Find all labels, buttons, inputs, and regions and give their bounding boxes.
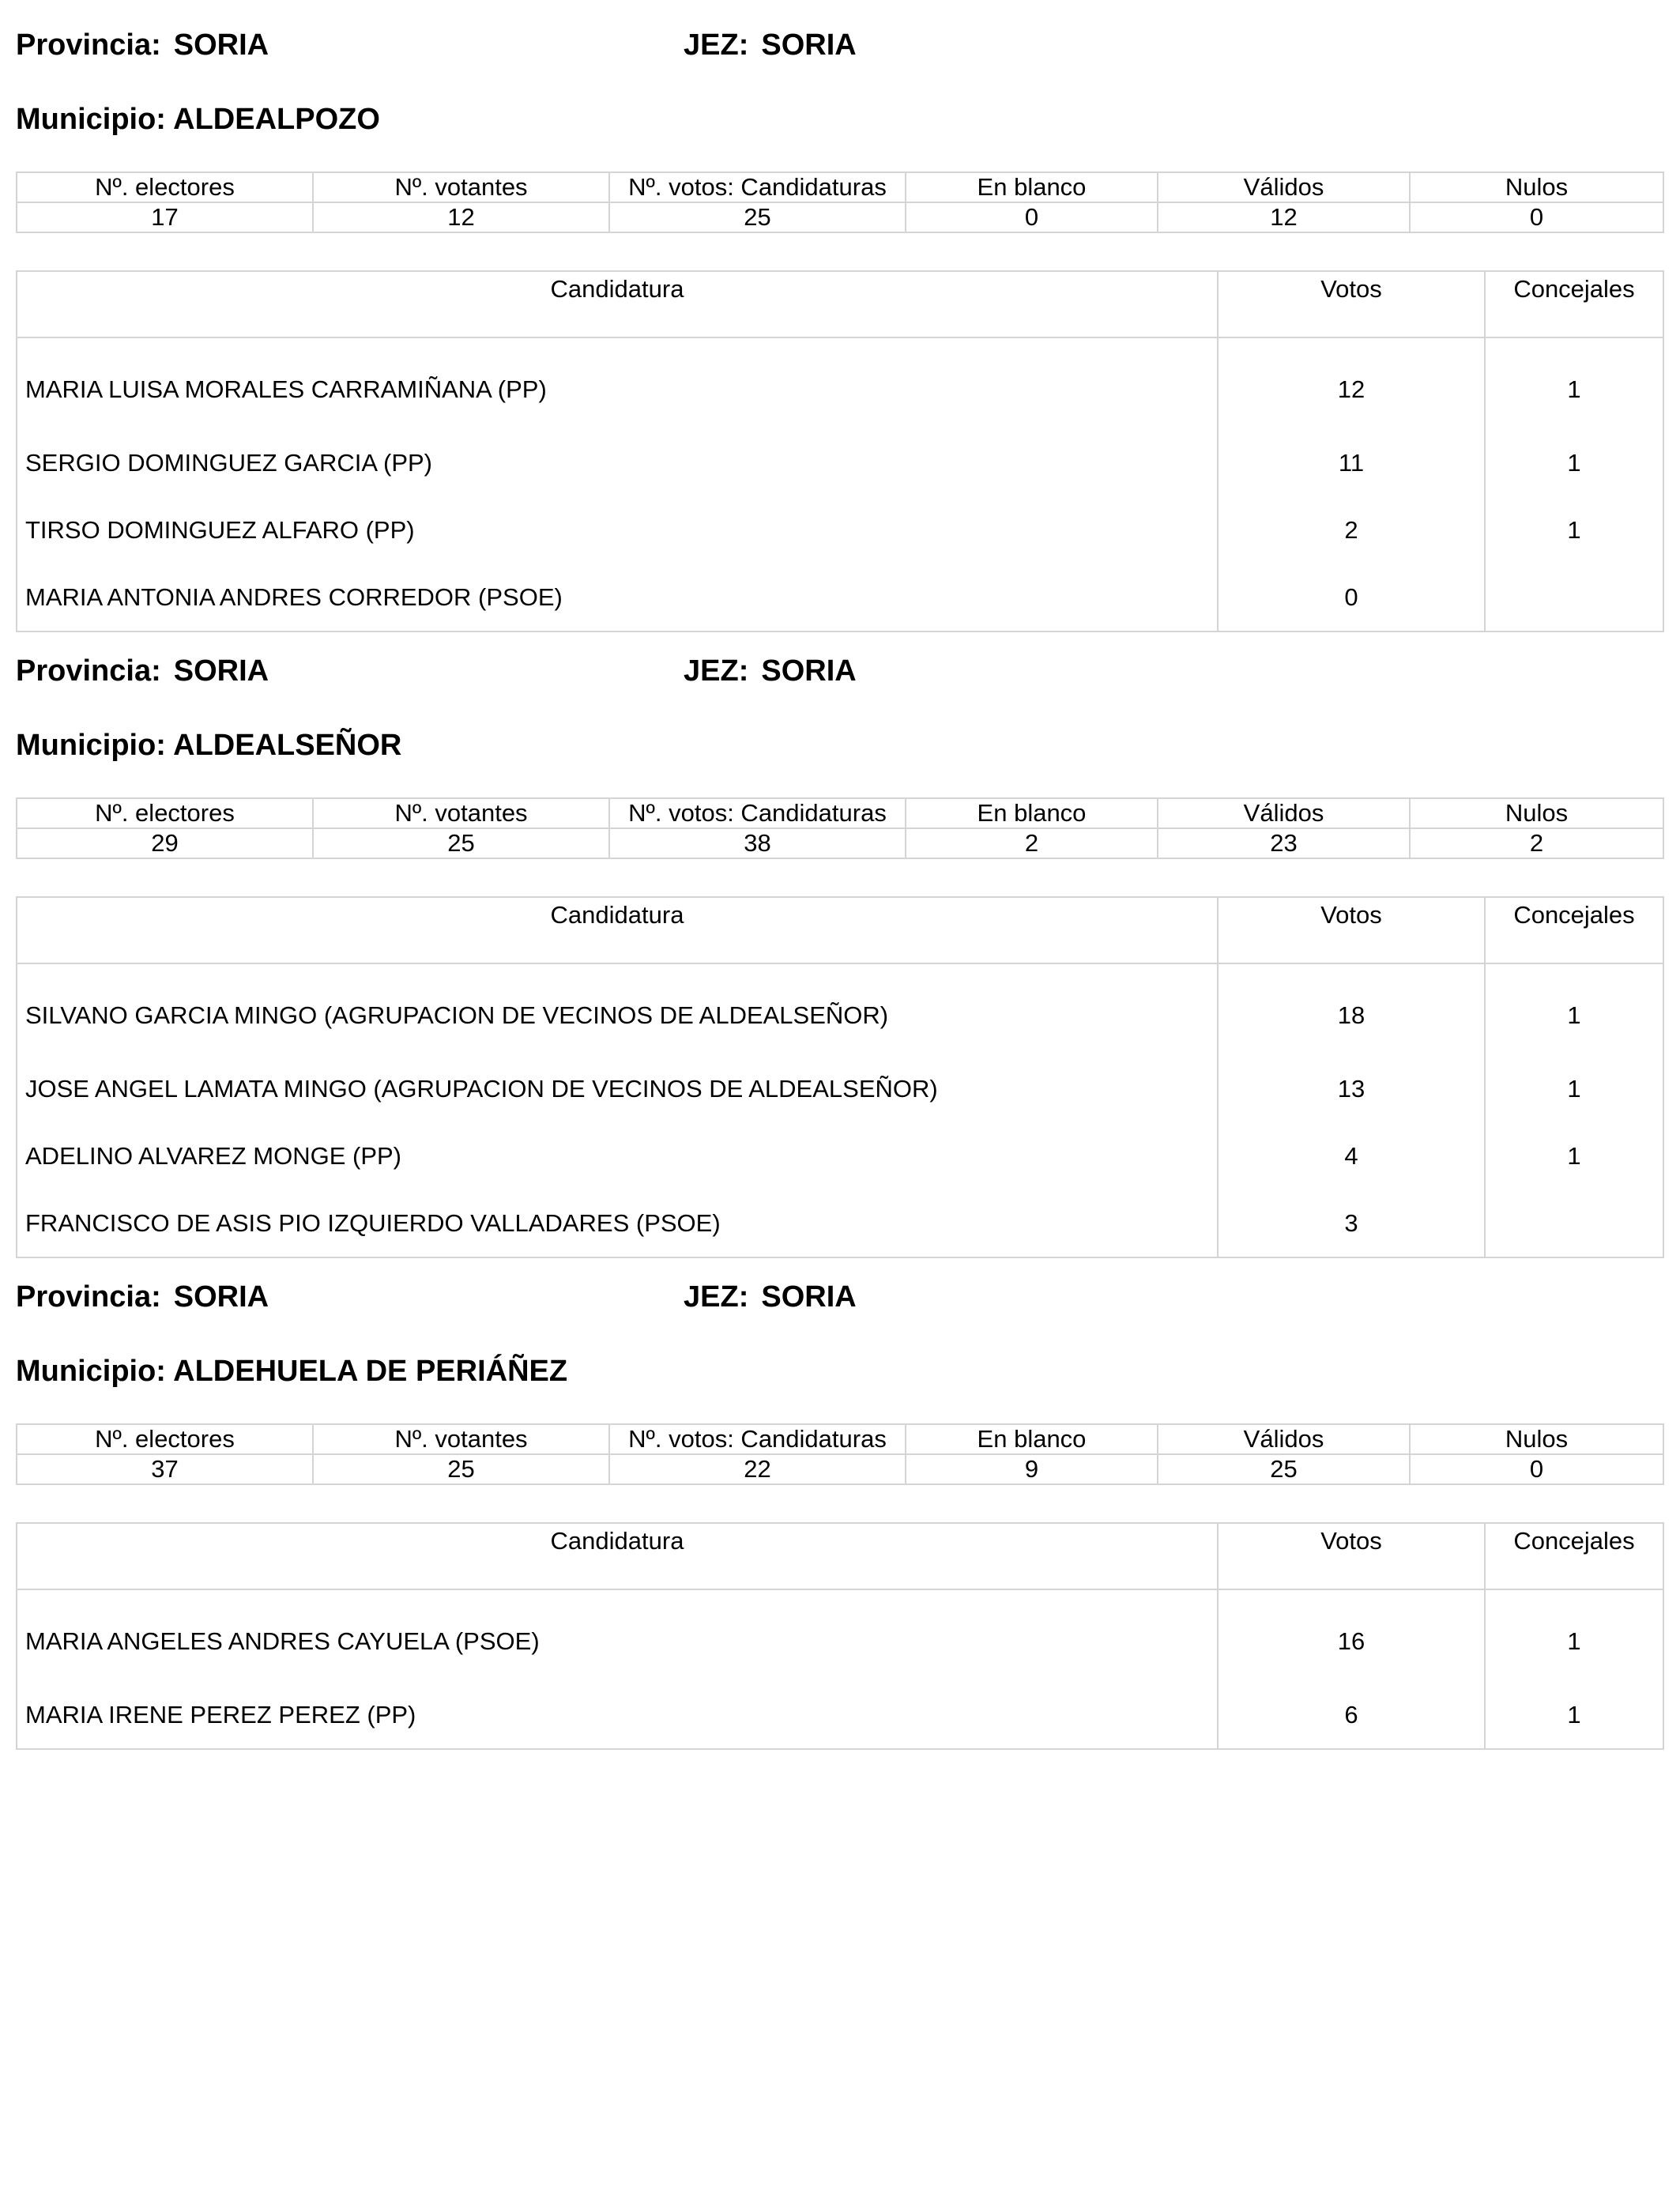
candidates-table [16,896,1664,1258]
stats-value-cell: 25 [1158,1454,1410,1484]
stats-header-cell: Nº. electores [17,798,313,828]
candidate-name: JOSE ANGEL LAMATA MINGO (AGRUPACION DE VECINOS DE ALDEALSEÑOR) [17,1055,1218,1122]
municipio-heading [16,1351,567,1391]
votos-header: Votos [1218,1523,1485,1589]
candidate-concejales: 1 [1485,337,1663,429]
municipio-heading [16,726,401,765]
candidate-votos: 16 [1218,1589,1485,1681]
stats-value-row [17,828,1663,858]
candidate-concejales: 1 [1485,1681,1663,1749]
stats-value-cell: 22 [609,1454,906,1484]
candidate-votos: 4 [1218,1122,1485,1189]
stats-table [16,797,1664,859]
stats-table [16,172,1664,233]
candidate-name: FRANCISCO DE ASIS PIO IZQUIERDO VALLADARES (PSOE) [17,1189,1218,1257]
stats-header-row [17,1424,1663,1454]
candidate-row [17,1681,1663,1749]
stats-value-row [17,202,1663,232]
stats-header-row [17,798,1663,828]
stats-value-cell: 9 [906,1454,1158,1484]
municipio-heading [16,100,380,139]
jez-value: SORIA [761,654,857,688]
municipio-value: ALDEALPOZO [173,103,380,136]
stats-value-cell: 0 [1410,1454,1663,1484]
candidate-name: MARIA ANGELES ANDRES CAYUELA (PSOE) [17,1589,1218,1681]
stats-header-cell: Nº. votantes [313,798,609,828]
candidates-header-row [17,271,1663,337]
stats-value-cell: 25 [313,1454,609,1484]
candidatura-header: Candidatura [17,1523,1218,1589]
stats-value-cell: 23 [1158,828,1410,858]
candidates-table [16,1522,1664,1750]
candidate-name: SILVANO GARCIA MINGO (AGRUPACION DE VECINOS DE ALDEALSEÑOR) [17,963,1218,1055]
stats-value-cell: 0 [906,202,1158,232]
municipio-label: Municipio: [16,1355,166,1388]
jez-value: SORIA [761,1280,857,1314]
jez-label: JEZ: [684,1280,749,1314]
candidate-row [17,1189,1663,1257]
candidate-votos: 13 [1218,1055,1485,1122]
stats-header-cell: Nº. votos: Candidaturas [609,1424,906,1454]
votos-header: Votos [1218,271,1485,337]
provincia-heading [16,25,269,65]
provincia-value: SORIA [173,654,269,688]
stats-value-cell: 17 [17,202,313,232]
stats-header-cell: Nulos [1410,1424,1663,1454]
stats-value-cell: 38 [609,828,906,858]
candidate-concejales: 1 [1485,1589,1663,1681]
stats-header-row [17,172,1663,202]
candidate-votos: 12 [1218,337,1485,429]
provincia-value: SORIA [173,1280,269,1314]
stats-value-cell: 12 [1158,202,1410,232]
candidate-votos: 2 [1218,496,1485,564]
jez-heading [684,651,857,691]
candidate-concejales: 1 [1485,496,1663,564]
candidate-concejales: 1 [1485,1055,1663,1122]
stats-header-cell: Nº. votos: Candidaturas [609,172,906,202]
provincia-label: Provincia: [16,28,161,62]
candidate-name: MARIA IRENE PEREZ PEREZ (PP) [17,1681,1218,1749]
candidates-header-row [17,897,1663,963]
stats-value-cell: 25 [609,202,906,232]
stats-header-cell: Nº. votantes [313,1424,609,1454]
provincia-heading [16,651,269,691]
candidate-name: MARIA ANTONIA ANDRES CORREDOR (PSOE) [17,564,1218,631]
stats-value-cell: 0 [1410,202,1663,232]
jez-value: SORIA [761,28,857,62]
candidate-row [17,1055,1663,1122]
stats-value-cell: 2 [1410,828,1663,858]
stats-header-cell: Nº. votos: Candidaturas [609,798,906,828]
candidate-row [17,1589,1663,1681]
candidate-name: MARIA LUISA MORALES CARRAMIÑANA (PP) [17,337,1218,429]
municipio-value: ALDEHUELA DE PERIÁÑEZ [173,1355,568,1388]
stats-table [16,1423,1664,1485]
stats-header-cell: Nº. votantes [313,172,609,202]
candidate-concejales [1485,1189,1663,1257]
candidate-name: ADELINO ALVAREZ MONGE (PP) [17,1122,1218,1189]
stats-header-cell: Nº. electores [17,1424,313,1454]
candidate-concejales: 1 [1485,429,1663,496]
provincia-value: SORIA [173,28,269,62]
municipio-value: ALDEALSEÑOR [173,729,402,762]
jez-label: JEZ: [684,28,749,62]
stats-header-cell: En blanco [906,798,1158,828]
municipio-label: Municipio: [16,729,166,762]
candidatura-header: Candidatura [17,271,1218,337]
votos-header: Votos [1218,897,1485,963]
candidates-table [16,270,1664,632]
jez-heading [684,25,857,65]
candidate-votos: 6 [1218,1681,1485,1749]
provincia-label: Provincia: [16,1280,161,1314]
candidate-row [17,429,1663,496]
candidate-row [17,496,1663,564]
provincia-label: Provincia: [16,654,161,688]
stats-header-cell: Válidos [1158,172,1410,202]
concejales-header: Concejales [1485,271,1663,337]
stats-value-row [17,1454,1663,1484]
provincia-heading [16,1277,269,1317]
stats-value-cell: 29 [17,828,313,858]
stats-value-cell: 12 [313,202,609,232]
stats-header-cell: Nº. electores [17,172,313,202]
candidate-votos: 3 [1218,1189,1485,1257]
candidate-votos: 11 [1218,429,1485,496]
stats-value-cell: 25 [313,828,609,858]
candidate-name: SERGIO DOMINGUEZ GARCIA (PP) [17,429,1218,496]
candidate-votos: 18 [1218,963,1485,1055]
candidatura-header: Candidatura [17,897,1218,963]
candidates-header-row [17,1523,1663,1589]
candidate-name: TIRSO DOMINGUEZ ALFARO (PP) [17,496,1218,564]
stats-header-cell: En blanco [906,172,1158,202]
candidate-row [17,963,1663,1055]
candidate-concejales [1485,564,1663,631]
stats-header-cell: Nulos [1410,172,1663,202]
candidate-row [17,337,1663,429]
candidate-votos: 0 [1218,564,1485,631]
stats-header-cell: Nulos [1410,798,1663,828]
stats-value-cell: 37 [17,1454,313,1484]
concejales-header: Concejales [1485,897,1663,963]
concejales-header: Concejales [1485,1523,1663,1589]
jez-heading [684,1277,857,1317]
candidate-concejales: 1 [1485,963,1663,1055]
candidate-concejales: 1 [1485,1122,1663,1189]
candidate-row [17,1122,1663,1189]
jez-label: JEZ: [684,654,749,688]
stats-value-cell: 2 [906,828,1158,858]
stats-header-cell: En blanco [906,1424,1158,1454]
municipio-label: Municipio: [16,103,166,136]
stats-header-cell: Válidos [1158,1424,1410,1454]
stats-header-cell: Válidos [1158,798,1410,828]
candidate-row [17,564,1663,631]
